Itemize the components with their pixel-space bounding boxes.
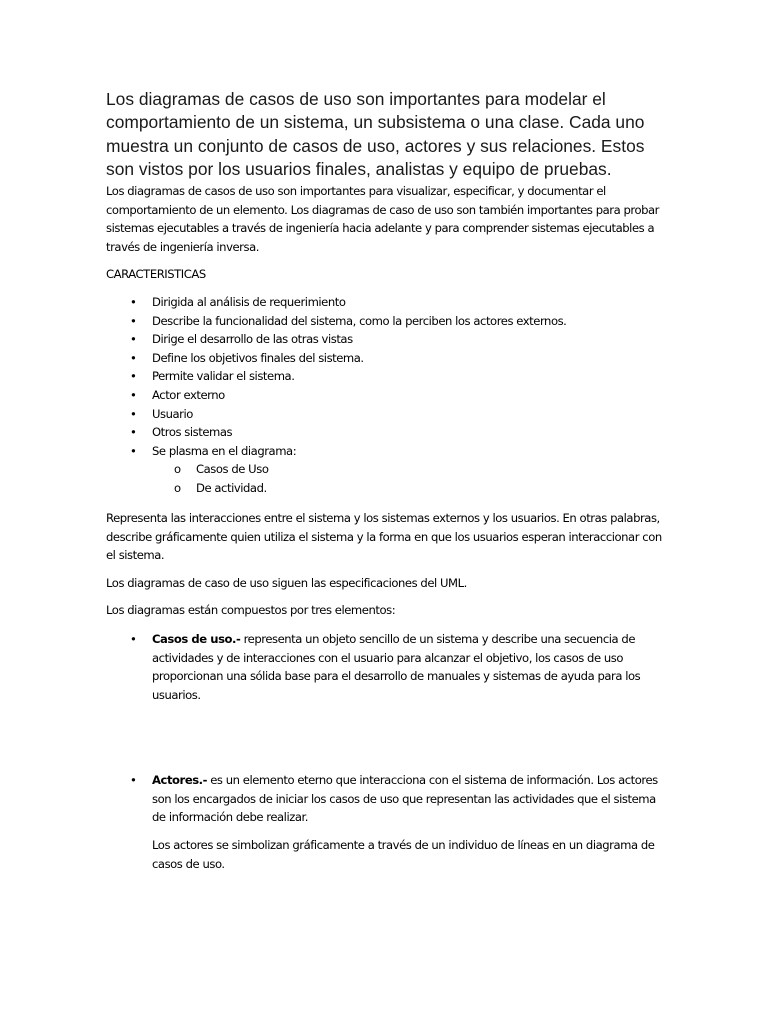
sub-list-item: o Casos de Uso — [152, 460, 666, 479]
paragraph-interactions: Representa las interacciones entre el sistema y los sistemas externos y los usuarios. En otras palabras, describe gráficamente quien utiliza el sistema y la forma en que los usuarios esperan interaccionar con el sistema. — [106, 511, 662, 563]
list-item: • Actores.- es un elemento eterno que interacciona con el sistema de información. Los actores son los encargados de iniciar los casos de uso que representan las actividades que el sistema de información debe realizar. — [130, 773, 658, 825]
list-item: • Permite validar el sistema. — [106, 367, 666, 386]
list-item: • Casos de uso.- representa un objeto sencillo de un sistema y describe una secuencia de actividades y de interacciones con el usuario para alcanzar el objetivo, los casos de uso proporcionan una sólida base para el desarrollo de manuales y sistemas de ayuda para los usuarios. — [130, 632, 641, 702]
sub-list — [152, 460, 666, 497]
features-list — [106, 293, 666, 498]
list-item: • Otros sistemas — [106, 423, 666, 442]
bullet-icon: • — [130, 443, 137, 458]
sub-list-item: o De actividad. — [152, 479, 666, 498]
list-item: • Define los objetivos finales del sistema. — [106, 349, 666, 368]
bullet-icon: • — [130, 387, 137, 402]
bullet-icon: • — [130, 313, 137, 328]
list-item: • Dirige el desarrollo de las otras vistas — [106, 330, 666, 349]
section-heading: CARACTERISTICAS — [106, 267, 206, 281]
bullet-icon: • — [130, 295, 137, 309]
elements-list-casos — [106, 630, 666, 704]
bullet-icon: • — [130, 369, 137, 384]
paragraph-importance: Los diagramas de casos de uso son importantes para visualizar, especificar, y documentar el comportamiento de un elemento. Los diagramas de caso de uso son también importantes para probar sistemas ejecutables a través de ingeniería hacia adelante y para comprender sistemas ejecutables a través de ingeniería inversa. — [106, 184, 659, 254]
paragraph-uml: Los diagramas de caso de uso siguen las especificaciones del UML. — [106, 576, 467, 590]
bullet-icon: • — [130, 406, 137, 421]
circle-bullet-icon: o — [174, 480, 181, 495]
list-item: • Dirigida al análisis de requerimiento — [106, 293, 666, 312]
paragraph-elements: Los diagramas están compuestos por tres elementos: — [106, 603, 396, 617]
bullet-icon: • — [130, 332, 137, 347]
list-item: • Describe la funcionalidad del sistema, como la perciben los actores externos. — [106, 312, 666, 331]
bullet-icon: • — [130, 773, 137, 787]
circle-bullet-icon: o — [174, 462, 181, 477]
list-item: • Actor externo — [106, 386, 666, 405]
bullet-icon: • — [130, 350, 137, 365]
bullet-icon: • — [130, 632, 137, 646]
paragraph-actors-symbol: Los actores se simbolizan gráficamente a través de un individuo de líneas en un diagrama de casos de uso. — [152, 838, 655, 871]
intro-paragraph: Los diagramas de casos de uso son importantes para modelar el comportamiento de un sistema, un subsistema o una clase. Cada uno muestra un conjunto de casos de uso, actores y sus relaciones. Estos son vistos por los usuarios finales, analistas y equipo de pruebas. — [106, 89, 645, 179]
list-item: • Usuario — [106, 405, 666, 424]
bullet-icon: • — [130, 425, 137, 440]
list-item: • Se plasma en el diagrama: o Casos de Uso o De actividad. — [106, 442, 666, 498]
elements-list-actores — [106, 771, 666, 827]
